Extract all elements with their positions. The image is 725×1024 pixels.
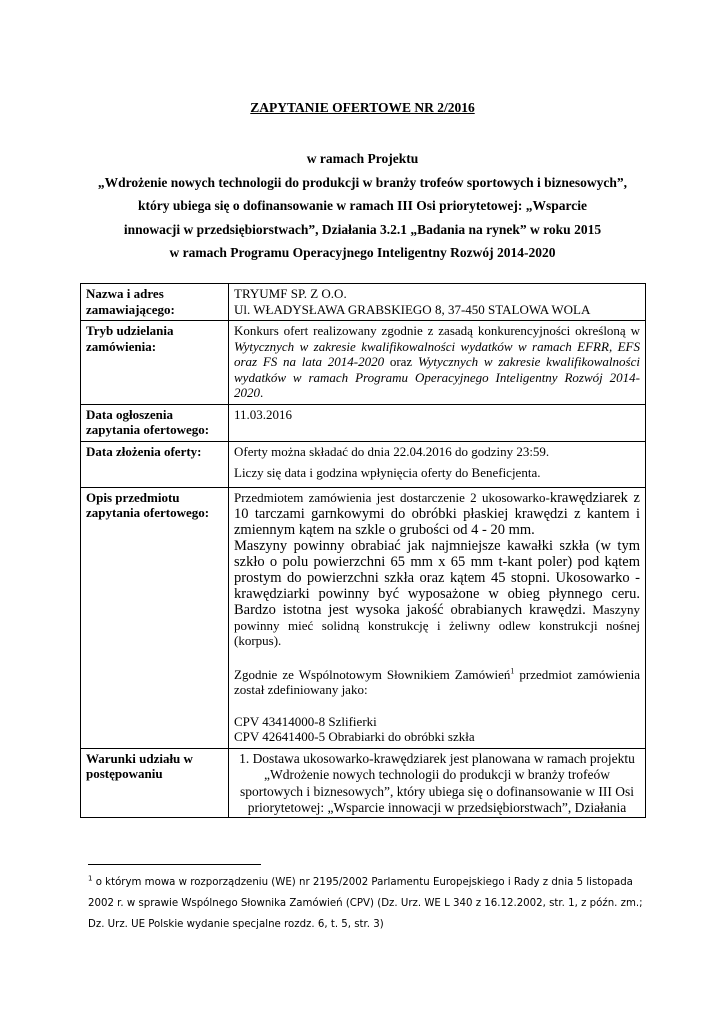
header-line: w ramach Programu Operacyjnego Inteligentny Rozwój 2014-2020 [169,245,556,260]
conditions-line: 1. Dostawa ukosowarko-krawędziarek jest planowana w ramach projektu [239,750,635,766]
description-text: Maszyny powinny mieć solidną konstrukcję i żeliwny odlew konstrukcji nośnej (korpus). [234,601,640,648]
mode-text: . [260,385,264,400]
guidelines-efrr: Wytycznych w zakresie kwalifikowalności wydatków w ramach EFRR, EFS oraz FS na lata 2014-2020 [234,338,640,369]
row-label: Nazwa i adres zamawiającego: [81,284,229,321]
description-paragraph [234,667,640,698]
conditions-line: „Wdrożenie nowych technologii do produkcji w branży trofeów [263,767,610,782]
table-row-orderer [81,284,646,321]
mode-text: Konkurs ofert realizowany zgodnie z zasadą konkurencyjności określoną w [234,323,640,338]
description-text: Maszyny powinny obrabiać jak najmniejsze kawałki szkła (w tym szkło o polu powierzchni 65 mm x 65 mm t-kant poler) pod kątem prostym do powierzchni szkła oraz kątem 45 stopni. Ukosowarko - krawędziarki powinny być wyposażone w obieg płynnego ceru. Bardzo istotna jest wysoka jakość obrabianych krawędzi. [234,537,640,618]
row-label: Tryb udzielania zamówienia: [81,321,229,405]
footnote-text: o którym mowa w rozporządzeniu (WE) nr 2195/2002 Parlamentu Europejskiego i Rady z dnia 5 listopada 2002 r. w sprawie Wspólnego Słownika Zamówień (CPV) (Dz. Urz. WE L 340 z 16.12.2002, str. 1, z późn. zm.; Dz. Urz. UE Polskie wydanie specjalne rozdz. 6, t. 5, str. 3) [88,877,643,930]
table-row-description [81,487,646,748]
description-paragraph [234,490,640,538]
mode-text: oraz [384,354,418,369]
header-line: w ramach Projektu [306,151,419,166]
orderer-name: TRYUMF SP. Z O.O. [234,286,347,301]
conditions-line: sportowych i biznesowych”, który ubiega się o dofinansowanie w III Osi [239,783,635,799]
submission-deadline: Oferty można składać do dnia 22.04.2016 do godziny 23:59. [234,443,550,459]
footnote-mark: 1 [88,874,93,883]
row-label: Opis przedmiotu zapytania ofertowego: [81,487,229,748]
submission-note: Liczy się data i godzina wpłynięcia oferty do Beneficjenta. [234,465,541,480]
row-label: Data złożenia oferty: [81,441,229,487]
row-value [229,321,646,405]
row-label: Warunki udziału w postępowaniu [81,748,229,817]
header-line: innowacji w przedsiębiorstwach”, Działania 3.2.1 „Badania na rynek” w roku 2015 [123,221,602,237]
orderer-address: Ul. WŁADYSŁAWA GRABSKIEGO 8, 37-450 STALOWA WOLA [234,301,591,317]
table-row-submission [81,441,646,487]
row-value [229,441,646,487]
announcement-date: 11.03.2016 [229,404,646,441]
row-value [229,487,646,748]
footnote-reference: 1 [510,666,515,676]
footnote-separator [88,864,261,865]
table-row-conditions [81,748,646,817]
table-row-mode [81,321,646,405]
cpv-code: CPV 43414000-8 Szlifierki [234,713,377,729]
document-title: ZAPYTANIE OFERTOWE NR 2/2016 [250,100,475,115]
description-text: krawędziarek z 10 tarczami garnkowymi do obróbki płaskiej krawędzi z kantem i zmiennym kątem na szkle o grubości od 4 - 20 mm. [234,489,640,538]
conditions-line: priorytetowej: „Wsparcie innowacji w przedsiębiorstwach”, Działania [247,800,627,815]
row-value [229,284,646,321]
project-header [60,147,665,265]
row-label: Data ogłoszenia zapytania ofertowego: [81,404,229,441]
row-value [229,748,646,817]
description-text: Zgodnie ze Wspólnotowym Słownikiem Zamówień [234,666,511,682]
table-row-announcement [81,404,646,441]
header-line: który ubiega się o dofinansowanie w ramach III Osi priorytetowej: „Wsparcie [138,198,587,213]
description-paragraph [234,538,640,649]
guidelines-poir: Wytycznych w zakresie kwalifikowalności wydatków w ramach Programu Operacyjnego Inteligentny Rozwój 2014-2020 [234,354,640,400]
description-text: przedmiot zamówienia został zdefiniowany jako: [234,666,640,697]
info-table [80,283,646,818]
footnote [88,872,648,935]
header-line: „Wdrożenie nowych technologii do produkcji w branży trofeów sportowych i biznesowych”, [97,174,628,190]
description-text: Przedmiotem zamówienia jest dostarczenie 2 ukosowarko- [234,489,550,505]
cpv-code: CPV 42641400-5 Obrabiarki do obróbki szkła [234,729,475,744]
